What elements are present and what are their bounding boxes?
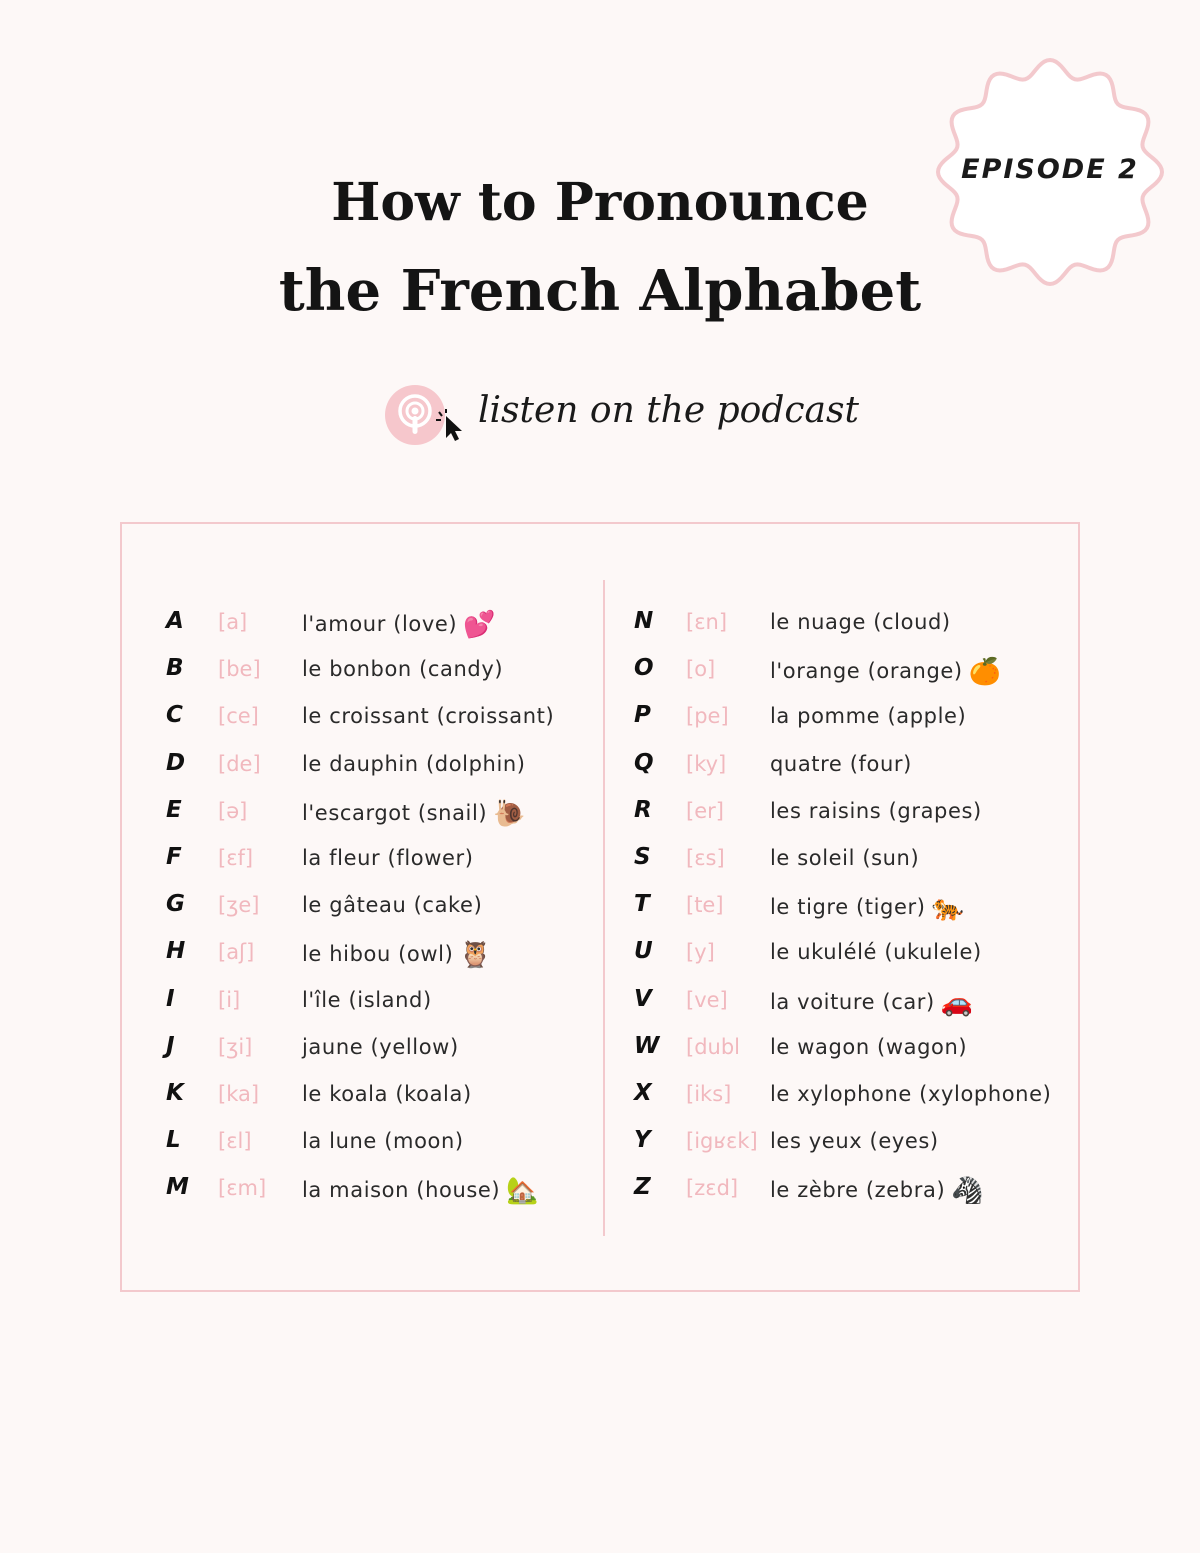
ipa-pronunciation: [pe]: [686, 704, 729, 729]
example-word: [770, 1035, 967, 1059]
ipa-pronunciation: [zɛd]: [686, 1176, 739, 1201]
letter: P: [634, 702, 651, 729]
letter: U: [634, 938, 653, 965]
podcast-link[interactable]: [384, 382, 859, 452]
example-word-text: le hibou (owl): [302, 942, 454, 967]
example-word-text: la lune (moon): [302, 1129, 464, 1154]
example-word-text: l'île (island): [302, 987, 432, 1012]
ipa-pronunciation: [te]: [686, 893, 724, 918]
example-word-text: la voiture (car): [770, 989, 935, 1014]
emoji-icon: 💕: [463, 610, 497, 640]
alphabet-row-g: [166, 883, 606, 930]
example-word: [302, 752, 526, 776]
letter: E: [166, 796, 182, 823]
page-title-line2: the French Alphabet: [278, 258, 922, 324]
letter: V: [634, 985, 652, 1012]
ipa-pronunciation: [dubl: [686, 1034, 740, 1059]
ipa-pronunciation: [ve]: [686, 987, 728, 1012]
alphabet-row-c: [166, 694, 606, 741]
ipa-pronunciation: [ce]: [218, 704, 259, 729]
alphabet-row-l: [166, 1119, 606, 1166]
alphabet-row-s: [634, 836, 1074, 883]
ipa-pronunciation: [igʁɛk]: [686, 1129, 758, 1154]
alphabet-column-right: [634, 600, 1074, 1213]
example-word: [770, 940, 982, 964]
ipa-pronunciation: [iks]: [686, 1081, 732, 1106]
example-word: [302, 610, 496, 640]
ipa-pronunciation: [a]: [218, 610, 248, 634]
example-word: [770, 704, 966, 728]
letter: M: [166, 1174, 189, 1201]
example-word-text: le soleil (sun): [770, 845, 920, 870]
ipa-pronunciation: [er]: [686, 798, 724, 823]
letter: Z: [634, 1174, 651, 1201]
example-word-text: le nuage (cloud): [770, 610, 951, 634]
example-word-text: le wagon (wagon): [770, 1034, 968, 1059]
ipa-pronunciation: [y]: [686, 940, 715, 965]
letter: L: [166, 1127, 181, 1154]
alphabet-row-w: [634, 1025, 1074, 1072]
ipa-pronunciation: [ɛl]: [218, 1129, 252, 1154]
alphabet-row-r: [634, 789, 1074, 836]
example-word: [302, 657, 503, 681]
alphabet-row-a: [166, 600, 606, 647]
alphabet-row-y: [634, 1119, 1074, 1166]
example-word: [302, 1082, 472, 1106]
letter: Y: [634, 1127, 651, 1154]
alphabet-row-i: [166, 978, 606, 1025]
example-word: [302, 846, 474, 870]
example-word-text: l'orange (orange): [770, 659, 963, 684]
letter: I: [166, 985, 175, 1012]
example-word-text: quatre (four): [770, 751, 912, 776]
example-word-text: le gâteau (cake): [302, 893, 483, 918]
cursor-click-icon: [434, 408, 468, 442]
example-word: [770, 893, 965, 923]
emoji-icon: 🐌: [493, 798, 527, 829]
letter: R: [634, 796, 652, 823]
example-word: [302, 893, 482, 917]
ipa-pronunciation: [ə]: [218, 798, 248, 823]
example-word-text: les raisins (grapes): [770, 798, 982, 823]
example-word-text: le ukulélé (ukulele): [770, 940, 982, 965]
ipa-pronunciation: [o]: [686, 657, 716, 682]
example-word: [302, 940, 492, 970]
ipa-pronunciation: [ky]: [686, 751, 727, 776]
example-word-text: le tigre (tiger): [770, 895, 926, 920]
alphabet-row-m: [166, 1166, 606, 1213]
letter: C: [166, 702, 183, 729]
example-word-text: le bonbon (candy): [302, 657, 504, 682]
example-word: [770, 799, 982, 823]
alphabet-row-p: [634, 694, 1074, 741]
ipa-pronunciation: [ʒi]: [218, 1034, 253, 1059]
ipa-pronunciation: [ɛn]: [686, 610, 728, 634]
example-word-text: la maison (house): [302, 1178, 501, 1203]
example-word-text: le dauphin (dolphin): [302, 751, 526, 776]
ipa-pronunciation: [ka]: [218, 1081, 260, 1106]
example-word-text: l'amour (love): [302, 612, 458, 636]
alphabet-row-k: [166, 1072, 606, 1119]
letter: G: [166, 891, 185, 918]
example-word: [302, 1176, 539, 1206]
letter: X: [634, 1079, 652, 1106]
example-word-text: jaune (yellow): [302, 1034, 459, 1059]
letter: T: [634, 891, 650, 918]
alphabet-table: [120, 522, 1080, 1292]
example-word: [770, 610, 951, 634]
letter: H: [166, 938, 186, 965]
ipa-pronunciation: [be]: [218, 657, 261, 682]
alphabet-row-f: [166, 836, 606, 883]
example-word: [770, 988, 974, 1018]
ipa-pronunciation: [ɛf]: [218, 845, 254, 870]
page-title-line1: How to Pronounce: [331, 172, 869, 233]
example-word: [302, 1129, 464, 1153]
example-word: [770, 657, 1002, 687]
ipa-pronunciation: [ɛm]: [218, 1176, 267, 1201]
alphabet-row-v: [634, 978, 1074, 1025]
example-word: [302, 704, 554, 728]
episode-label: EPISODE 2: [961, 153, 1139, 185]
example-word-text: le zèbre (zebra): [770, 1178, 946, 1203]
alphabet-row-e: [166, 789, 606, 836]
alphabet-row-q: [634, 742, 1074, 789]
ipa-pronunciation: [aʃ]: [218, 940, 255, 965]
emoji-icon: 🏡: [506, 1176, 540, 1207]
ipa-pronunciation: [de]: [218, 751, 261, 776]
example-word: [770, 846, 919, 870]
example-word-text: les yeux (eyes): [770, 1129, 939, 1154]
example-word-text: le koala (koala): [302, 1081, 472, 1106]
example-word: [770, 1129, 939, 1153]
alphabet-row-t: [634, 883, 1074, 930]
emoji-icon: 🦓: [951, 1176, 985, 1207]
emoji-icon: 🐅: [931, 893, 965, 924]
letter: W: [634, 1032, 660, 1059]
example-word: [302, 1035, 459, 1059]
alphabet-row-z: [634, 1166, 1074, 1213]
example-word: [770, 752, 912, 776]
podcast-link-label[interactable]: listen on the podcast: [478, 390, 859, 431]
example-word-text: le croissant (croissant): [302, 704, 555, 729]
emoji-icon: 🍊: [968, 657, 1002, 688]
letter: N: [634, 608, 654, 634]
ipa-pronunciation: [ʒe]: [218, 893, 260, 918]
alphabet-row-b: [166, 647, 606, 694]
alphabet-row-x: [634, 1072, 1074, 1119]
example-word-text: la pomme (apple): [770, 704, 967, 729]
letter: J: [166, 1032, 175, 1059]
alphabet-row-j: [166, 1025, 606, 1072]
alphabet-row-o: [634, 647, 1074, 694]
emoji-icon: 🦉: [459, 940, 493, 971]
emoji-icon: 🚗: [940, 987, 974, 1018]
letter: Q: [634, 749, 654, 776]
letter: S: [634, 843, 651, 870]
example-word: [302, 799, 526, 829]
example-word: [770, 1176, 984, 1206]
alphabet-row-d: [166, 742, 606, 789]
letter: K: [166, 1079, 184, 1106]
alphabet-row-h: [166, 930, 606, 977]
alphabet-column-left: [166, 600, 606, 1213]
alphabet-row-n: [634, 600, 1074, 647]
letter: A: [166, 608, 184, 634]
letter: F: [166, 843, 182, 870]
example-word: [770, 1082, 1051, 1106]
example-word-text: l'escargot (snail): [302, 800, 488, 825]
alphabet-row-u: [634, 930, 1074, 977]
example-word-text: le xylophone (xylophone): [770, 1081, 1052, 1106]
letter: O: [634, 655, 654, 682]
letter: D: [166, 749, 186, 776]
letter: B: [166, 655, 184, 682]
ipa-pronunciation: [i]: [218, 987, 241, 1012]
example-word-text: la fleur (flower): [302, 845, 474, 870]
example-word: [302, 988, 432, 1012]
ipa-pronunciation: [ɛs]: [686, 845, 725, 870]
